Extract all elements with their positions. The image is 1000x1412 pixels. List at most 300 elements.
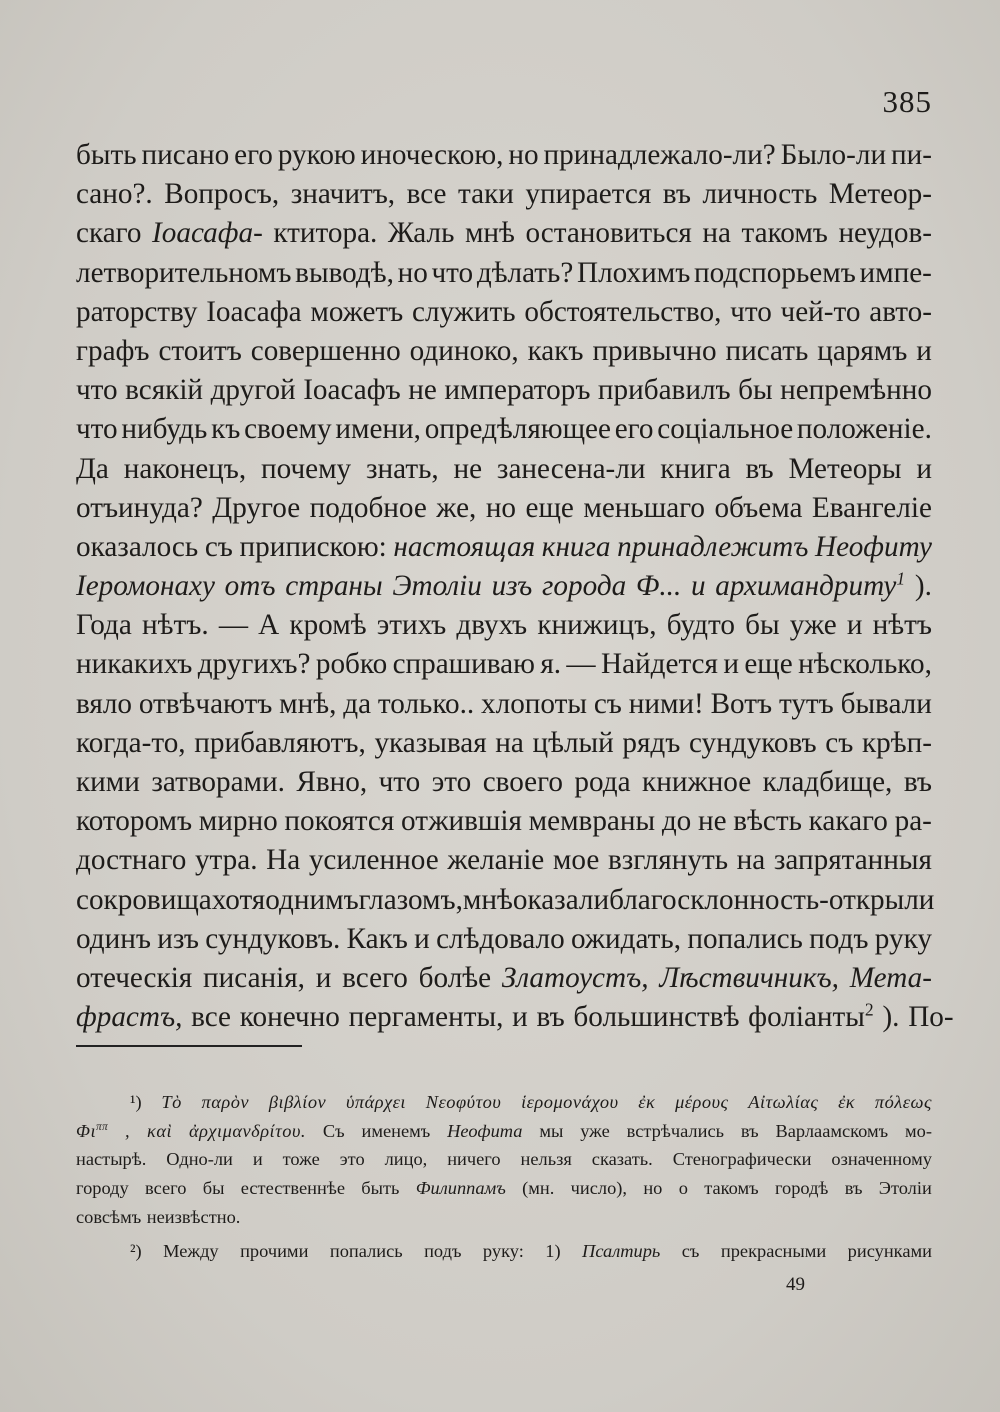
word-text: Метеор- [828,178,932,211]
word-text: Неофита [447,1120,523,1141]
word [860,254,932,293]
word-text: писать [725,334,809,367]
word [577,254,690,293]
word [393,645,535,684]
text-line [76,1088,932,1117]
text-line [76,841,932,880]
text-line [76,175,932,214]
word [76,489,203,528]
word-text: На [266,844,301,877]
word [521,1145,572,1174]
word [76,1174,129,1203]
word [393,528,535,567]
word-text: всего [145,1178,187,1199]
word-text: летворительномъ [76,256,292,289]
word-text: до [661,805,692,838]
word [775,1174,828,1203]
word [447,1117,522,1146]
word [310,489,427,528]
word [366,450,439,489]
word-text: подъ [809,922,869,955]
word-text: ²) [130,1241,142,1262]
word [145,1174,186,1203]
word-text: что [431,256,474,289]
word-text: ожидать, [570,922,682,955]
word [615,410,654,449]
word-text: ними! [628,687,704,720]
word-text: бы [745,609,780,642]
word [295,254,394,293]
word-text: не [408,374,437,407]
word-text: имени, [335,413,421,446]
word-text: Іеромонаху [76,570,215,603]
word-text: спрашиваю [392,648,535,681]
text-line [76,1174,932,1203]
word [206,293,301,332]
text-line [76,136,932,175]
word-text: нѣсколько, [798,648,932,681]
text-line [76,881,935,920]
word-text: одиноко, [409,334,519,367]
word [744,645,792,684]
word-text: оказали [512,883,610,916]
word-text: кладбище, [762,766,893,798]
word [76,763,140,802]
word-text: благосклонность-открыли [609,883,935,916]
word-text: служить [412,295,516,328]
word-text: этихъ [376,609,447,642]
word [76,528,198,567]
text-line [76,214,932,253]
word-text: писано [141,139,230,171]
word-text: ¹) [130,1092,142,1112]
word-text: города [542,570,627,603]
footnote-marker: 1 [896,568,906,589]
word [359,881,463,920]
word [583,489,705,528]
word [76,920,151,959]
word-text: упирается [525,178,652,211]
word-text: Этоліи [392,570,482,603]
word [447,841,544,880]
word [715,567,905,606]
word [545,1237,560,1266]
word [361,1174,399,1203]
word-text: Іоасафъ [303,374,401,407]
word [916,332,932,371]
word-text: Αἰτωλίας [748,1092,819,1112]
word [378,685,474,724]
word-text: слѣдовало [436,922,565,955]
text-line [76,410,932,449]
word [191,998,231,1037]
word [875,1088,932,1117]
word-text: и [252,1149,263,1170]
word [592,332,716,371]
word [76,332,150,371]
word-text: Какъ [346,922,408,955]
word [139,685,273,724]
word [379,763,421,802]
word [125,1117,130,1146]
word-text: желаніе [447,844,545,877]
word [76,410,118,449]
word-text: и [916,334,932,367]
text-line [76,1145,932,1174]
word-text: иноческою, [360,139,504,171]
word-text: бывали [840,687,932,720]
word-text: встрѣчались [626,1120,724,1141]
word [662,802,691,841]
word-text: тутъ [778,687,834,720]
word [725,332,808,371]
word [571,1174,627,1203]
word [763,763,893,802]
word-text: ἱερομονάχου [521,1092,619,1112]
word [629,685,704,724]
word [166,1145,233,1174]
word-text: принадлежало-ли? [543,139,776,171]
word-text: Мета- [849,961,932,994]
word-text: не [453,452,483,485]
word [240,1237,308,1266]
word-text: означенному [831,1149,932,1170]
word-text: сано?. [76,178,153,211]
word-text: Филиппамъ [415,1178,506,1199]
word-text: царямъ [817,334,908,367]
word [458,175,514,214]
word [456,606,527,645]
word [316,645,387,684]
footnotes-block [76,1088,932,1266]
word-text: нѣтъ [872,609,932,642]
word-text: цѣлый [532,726,614,759]
word-text: совершенно [250,334,401,367]
word-text: мое [552,844,600,877]
word [76,959,192,998]
word-text: крѣп- [861,726,932,759]
word-text: обстоятельство, [524,295,722,328]
word [424,1237,461,1266]
word-text: рукою [277,139,356,171]
word [316,959,332,998]
word [76,450,109,489]
word [130,1088,142,1117]
word-text: можетъ [310,295,404,328]
word [809,920,868,959]
word [454,450,483,489]
word-text: Τὸ [161,1092,182,1112]
word [407,175,447,214]
word-text: неудов- [838,217,932,250]
word [76,1145,146,1174]
word-text: хлопоты [481,687,587,720]
text-line [76,567,932,606]
word-text: съ [204,530,233,563]
word-text: архимандриту [715,570,897,603]
word [689,724,817,763]
word [244,410,332,449]
word [198,645,311,684]
word [522,1174,554,1203]
word [343,685,371,724]
word [714,489,802,528]
word-text: городу [76,1178,129,1199]
word-text: Варлаамскомъ [775,1120,889,1141]
word [492,567,533,606]
word [463,881,513,920]
word [76,802,192,841]
word-text: я. [540,648,562,681]
word [202,1088,250,1117]
word [432,763,472,802]
word [915,567,932,606]
word [627,1117,724,1146]
word [211,371,296,410]
word [189,1117,306,1146]
word-text: (мн. [522,1178,555,1199]
word-text: настырѣ. [76,1149,147,1170]
word [702,175,817,214]
word [340,1145,365,1174]
word [916,450,932,489]
word-text: объема [714,491,803,524]
word-text: быть [361,1178,400,1199]
word [194,724,366,763]
word-text: μέρους [675,1092,729,1112]
word-text: таки [458,178,514,211]
word [601,645,718,684]
word-text: о [678,1178,688,1199]
text-line [76,998,954,1037]
word [141,136,229,175]
word [788,450,901,489]
word [361,136,504,175]
word-text: Плохимъ [577,256,691,289]
word [76,724,186,763]
word-text: бы [738,374,773,407]
word-text: но [643,1178,663,1199]
word-text: мо- [905,1120,932,1141]
word-text: мирно [198,805,278,838]
word [845,1174,863,1203]
word [660,450,730,489]
word [269,1088,326,1117]
word-text: Псалтирь [582,1241,661,1262]
word [524,293,721,332]
word [124,450,246,489]
word [798,645,932,684]
word-text: мнѣ, [279,687,337,720]
word-text: ничего [447,1149,501,1170]
word [573,998,739,1037]
word [838,1088,855,1117]
word [657,410,793,449]
word-text: въ [740,1120,759,1141]
word [234,136,273,175]
word [525,214,691,253]
text-line [76,724,932,763]
word [241,1174,345,1203]
word [266,841,300,880]
word [253,1145,263,1174]
word-text: импе- [859,256,932,289]
word-text: стоитъ [158,334,242,367]
word [125,371,203,410]
word [682,1237,700,1266]
word-text: какъ [527,334,584,367]
word [829,175,932,214]
word-text: ктитора. [273,217,378,250]
word [659,959,839,998]
word-text: Неофиту [815,530,932,563]
word-text: въ [844,1178,863,1199]
word-text: положеніе. [796,413,932,446]
word-text: что [378,766,421,798]
word [240,528,387,567]
word [553,841,599,880]
word [76,136,137,175]
word [825,724,853,763]
word-text: еще [525,491,574,524]
word-text: покоятся [284,805,395,838]
word [592,1145,653,1174]
word [704,1174,758,1203]
word [147,1117,172,1146]
word-text: ра- [894,805,932,838]
word [76,606,132,645]
word-text: значитъ, [290,178,396,211]
word-text: изъ [157,922,199,955]
word-text: именемъ [361,1120,431,1141]
word [638,1088,655,1117]
word [566,645,595,684]
word [730,293,772,332]
word-text: почему [260,452,352,485]
word-text: которомъ [76,805,193,838]
word-text: въ [745,452,774,485]
word [335,410,421,449]
word [723,645,739,684]
word [675,1088,728,1117]
footnote-marker: 2 [864,999,874,1020]
word [598,371,731,410]
word [161,1088,181,1117]
word-text: отжившія [401,805,522,838]
word [76,1117,108,1146]
word-text: но [508,139,539,171]
word-text: сундуковъ. [205,922,341,955]
word [278,136,356,175]
word-text: Вопросъ, [164,178,280,211]
word-text: фрастъ, [76,1001,183,1034]
word-text: соціальное [657,413,794,446]
main-text-block [76,136,954,1037]
word [164,175,279,214]
word [76,998,182,1037]
word-text: отеческія [76,961,193,994]
word-text: страны [285,570,383,603]
word-text: попались [687,922,803,955]
word-text: Евангеліе [811,491,932,524]
word-text: да [343,687,372,720]
word [526,489,574,528]
word-text: сундуковъ [688,726,817,759]
word [147,1203,241,1232]
word-text: городѣ [774,1178,829,1199]
word-text: ). [882,1001,900,1034]
word-text: прибавляютъ, [194,726,366,759]
word-text: оказалось [76,530,199,563]
word-text: остановиться [525,217,692,250]
word-text: съ [681,1241,700,1262]
word [76,881,212,920]
word-text: это [431,766,472,798]
word [477,254,573,293]
word-text: ὑπάρχει [345,1092,407,1112]
word-text: къ [211,413,241,446]
word [781,293,861,332]
word [483,1237,524,1266]
word [199,802,278,841]
word [673,1145,812,1174]
word [203,1174,225,1203]
word [289,606,366,645]
word [711,685,773,724]
word-text: пергаменты, [348,1001,504,1034]
word-text: βιβλίον [268,1092,327,1112]
word-text: прибавилъ [597,374,731,407]
word [346,1088,406,1117]
word-text: еще [744,648,793,681]
word [163,1237,219,1266]
word-text: чей-то [780,295,861,328]
word-text: Φι [76,1120,97,1141]
word-text: личность [702,178,818,211]
word [240,998,340,1037]
word [497,450,646,489]
word [284,802,394,841]
word-text: естественнѣе [240,1178,345,1199]
word-text: , [125,1120,131,1141]
word [203,959,305,998]
word [401,802,522,841]
word [412,293,516,332]
word [130,1237,142,1266]
word-text: руку [874,922,932,955]
word-text: ἐκ [638,1092,656,1112]
word [781,136,886,175]
word-text: рода [574,766,631,798]
word-text: такомъ [741,217,828,250]
text-line [76,450,932,489]
word [636,567,681,606]
word [261,450,351,489]
word-text: болѣе [418,961,492,994]
word-text: отъ [224,570,276,603]
word [643,1174,662,1203]
word [528,332,584,371]
word-text: однимъ [265,883,359,916]
word-text: рисунками [847,1241,932,1262]
word [540,645,561,684]
text-line [76,489,932,528]
word-text: Этоліи [878,1178,932,1199]
word-text: Да [76,452,109,485]
word-text: двухъ [456,609,528,642]
word-text: Между [163,1241,219,1262]
word [745,606,779,645]
